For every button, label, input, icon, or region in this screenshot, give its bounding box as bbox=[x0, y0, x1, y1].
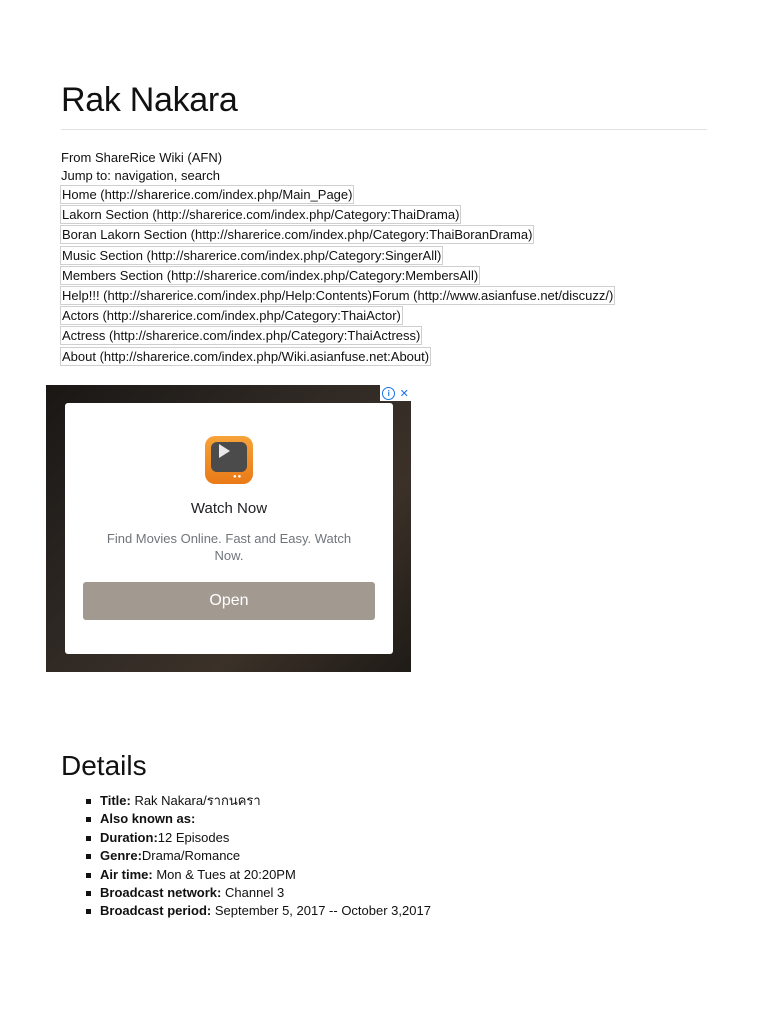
play-icon bbox=[219, 444, 230, 458]
ad-open-button[interactable]: Open bbox=[83, 582, 375, 620]
from-line: From ShareRice Wiki (AFN) bbox=[61, 150, 223, 165]
detail-label: Duration: bbox=[100, 829, 158, 845]
list-item bbox=[100, 810, 431, 828]
advertisement[interactable] bbox=[46, 385, 411, 672]
adchoices-badge[interactable] bbox=[380, 385, 411, 401]
detail-value: 12 Episodes bbox=[157, 829, 230, 845]
header-links-block bbox=[61, 149, 615, 367]
list-item bbox=[100, 884, 431, 902]
detail-label: Air time: bbox=[100, 866, 153, 882]
nav-link-home[interactable]: Home (http://sharerice.com/index.php/Main_Page) bbox=[62, 187, 353, 202]
video-player-app-icon bbox=[205, 436, 253, 484]
detail-value: Mon & Tues at 20:20PM bbox=[152, 866, 296, 882]
nav-link-help-forum[interactable]: Help!!! (http://sharerice.com/index.php/Help:Contents)Forum (http://www.asianfuse.net/discuzz/) bbox=[62, 287, 614, 303]
nav-link-music-section[interactable]: Music Section (http://sharerice.com/index.php/Category:SingerAll) bbox=[62, 247, 442, 263]
nav-link-actress[interactable]: Actress (http://sharerice.com/index.php/Category:ThaiActress) bbox=[62, 328, 421, 344]
list-item bbox=[100, 829, 431, 847]
nav-link-boran-lakorn-section[interactable]: Boran Lakorn Section (http://sharerice.com/index.php/Category:ThaiBoranDrama) bbox=[62, 227, 533, 243]
detail-value: September 5, 2017 -- October 3,2017 bbox=[211, 903, 431, 919]
list-item bbox=[100, 902, 431, 920]
detail-label: Broadcast network: bbox=[100, 885, 222, 901]
nav-link-actors[interactable]: Actors (http://sharerice.com/index.php/Category:ThaiActor) bbox=[62, 308, 401, 324]
nav-link-members-section[interactable]: Members Section (http://sharerice.com/index.php/Category:MembersAll) bbox=[62, 267, 479, 283]
close-icon[interactable]: ✕ bbox=[399, 387, 409, 400]
list-item bbox=[100, 866, 431, 884]
detail-label: Title: bbox=[100, 793, 131, 808]
detail-label: Genre: bbox=[100, 848, 142, 864]
ad-description: Find Movies Online. Fast and Easy. Watch Now. bbox=[106, 531, 352, 563]
ad-card[interactable] bbox=[65, 403, 393, 654]
info-icon[interactable]: i bbox=[382, 387, 395, 400]
nav-link-lakorn-section[interactable]: Lakorn Section (http://sharerice.com/index.php/Category:ThaiDrama) bbox=[62, 207, 460, 223]
nav-link-about[interactable]: About (http://sharerice.com/index.php/Wiki.asianfuse.net:About) bbox=[62, 348, 430, 364]
app-icon-eyes: ●● bbox=[233, 474, 243, 480]
details-list bbox=[100, 792, 431, 921]
title-divider bbox=[61, 129, 707, 130]
page-title: Rak Nakara bbox=[61, 81, 238, 119]
detail-label: Also known as: bbox=[100, 811, 196, 827]
detail-value: Drama/Romance bbox=[141, 848, 241, 864]
detail-value: Rak Nakara/รากนครา bbox=[130, 793, 261, 808]
detail-label: Broadcast period: bbox=[100, 903, 212, 919]
ad-title: Watch Now bbox=[190, 500, 268, 517]
detail-value: Channel 3 bbox=[221, 885, 285, 901]
details-heading: Details bbox=[61, 750, 147, 781]
list-item bbox=[100, 792, 431, 810]
jump-to-line: Jump to: navigation, search bbox=[61, 168, 220, 183]
list-item bbox=[100, 847, 431, 865]
